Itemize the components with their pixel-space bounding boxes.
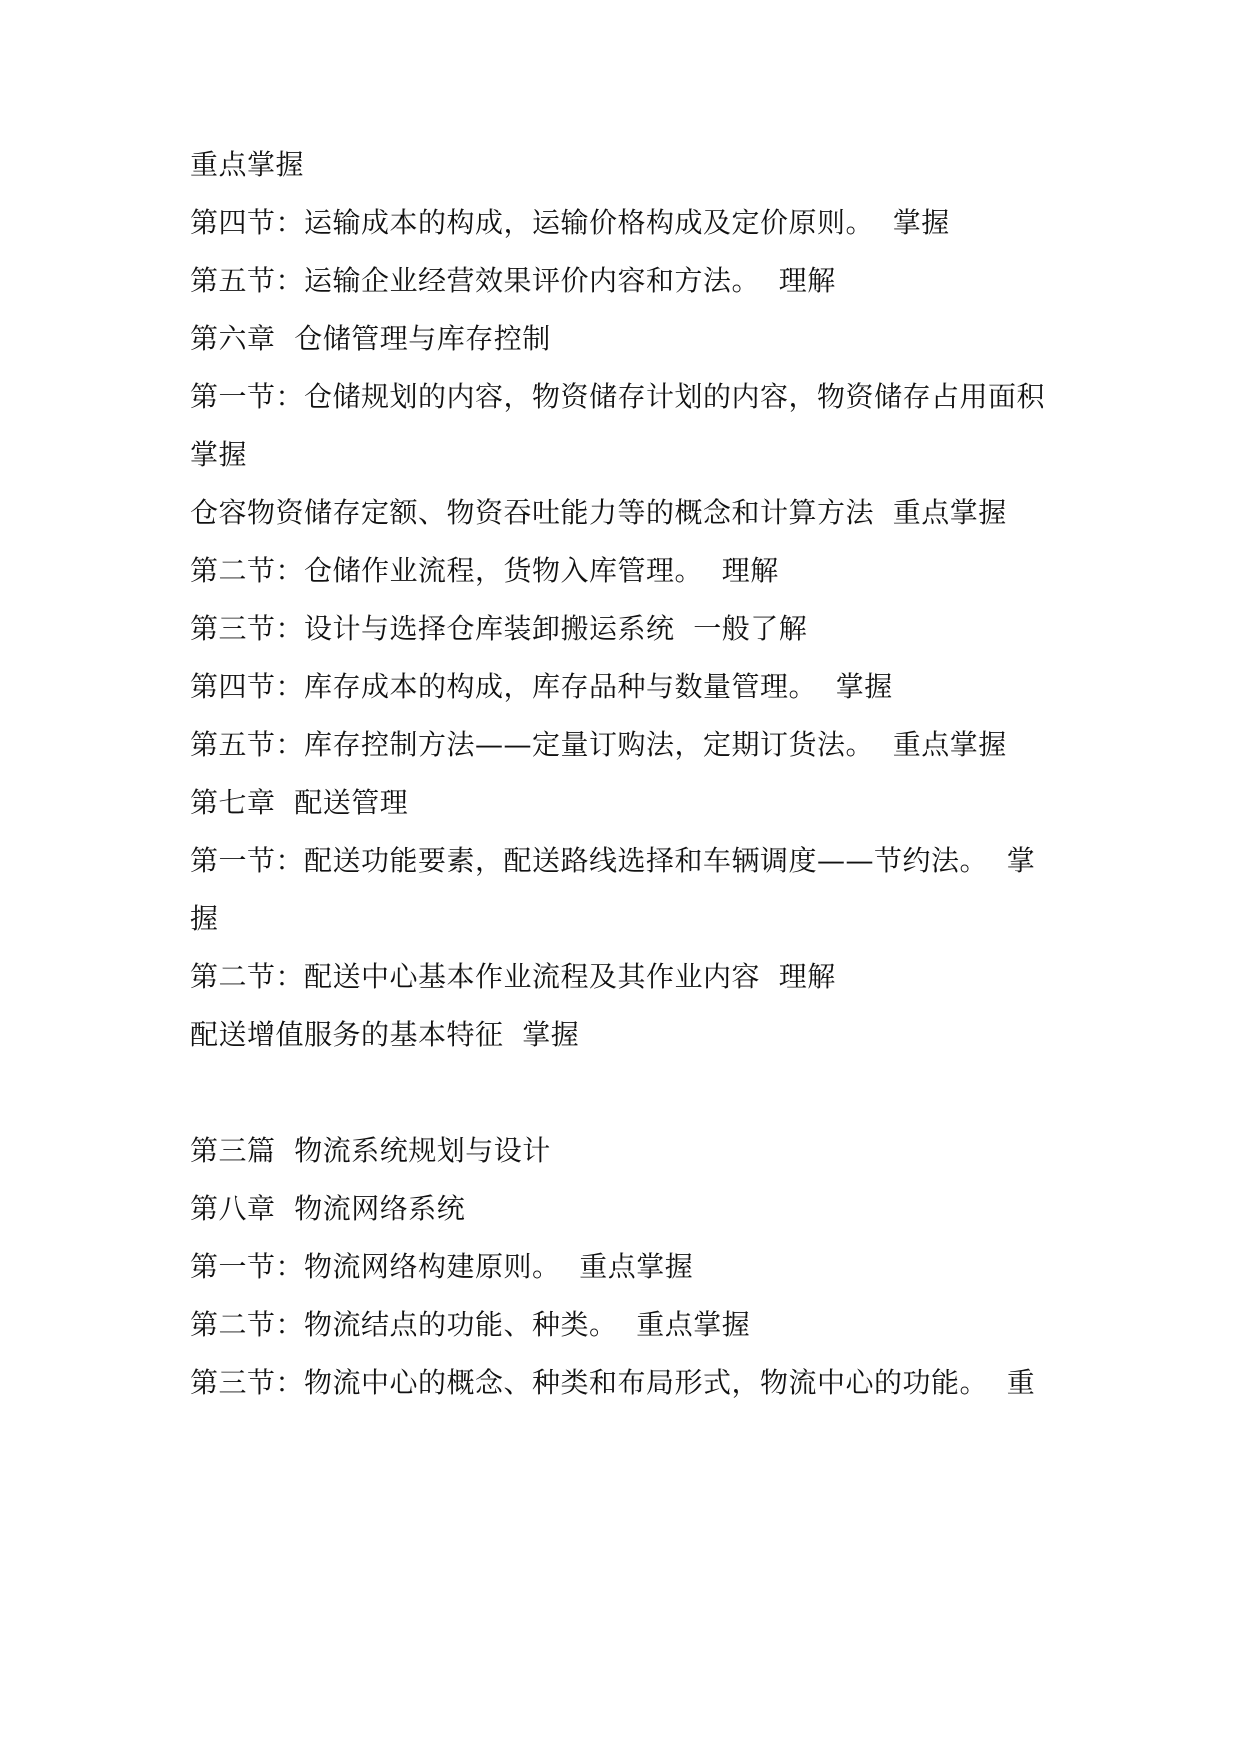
text-line: 掌握: [190, 438, 248, 471]
text-line: 第二节：仓储作业流程，货物入库管理。 理解: [190, 554, 779, 587]
text-line: 第五节：运输企业经营效果评价内容和方法。 理解: [190, 264, 836, 297]
text-line: 第二节：物流结点的功能、种类。 重点掌握: [190, 1308, 751, 1341]
text-line: 第一节：仓储规划的内容，物资储存计划的内容，物资储存占用面积: [190, 380, 1046, 413]
chapter-heading: 第八章 物流网络系统: [190, 1192, 466, 1225]
chapter-heading: 第七章 配送管理: [190, 786, 409, 819]
text-line: 第三节：设计与选择仓库装卸搬运系统 一般了解: [190, 612, 808, 645]
text-line: 重点掌握: [190, 148, 305, 181]
text-line: 握: [190, 902, 219, 935]
text-line: 第四节：运输成本的构成，运输价格构成及定价原则。 掌握: [190, 206, 950, 239]
part-heading: 第三篇 物流系统规划与设计: [190, 1134, 551, 1167]
text-line: 第二节：配送中心基本作业流程及其作业内容 理解: [190, 960, 836, 993]
text-line: 第一节：配送功能要素，配送路线选择和车辆调度——节约法。 掌: [190, 844, 1036, 877]
text-line: 仓容物资储存定额、物资吞吐能力等的概念和计算方法 重点掌握: [190, 496, 1007, 529]
text-line: 第五节：库存控制方法——定量订购法，定期订货法。 重点掌握: [190, 728, 1007, 761]
text-line: 第三节：物流中心的概念、种类和布局形式，物流中心的功能。 重: [190, 1366, 1036, 1399]
chapter-heading: 第六章 仓储管理与库存控制: [190, 322, 551, 355]
text-line: 第四节：库存成本的构成，库存品种与数量管理。 掌握: [190, 670, 893, 703]
text-line: 配送增值服务的基本特征 掌握: [190, 1018, 580, 1051]
text-line: 第一节：物流网络构建原则。 重点掌握: [190, 1250, 694, 1283]
